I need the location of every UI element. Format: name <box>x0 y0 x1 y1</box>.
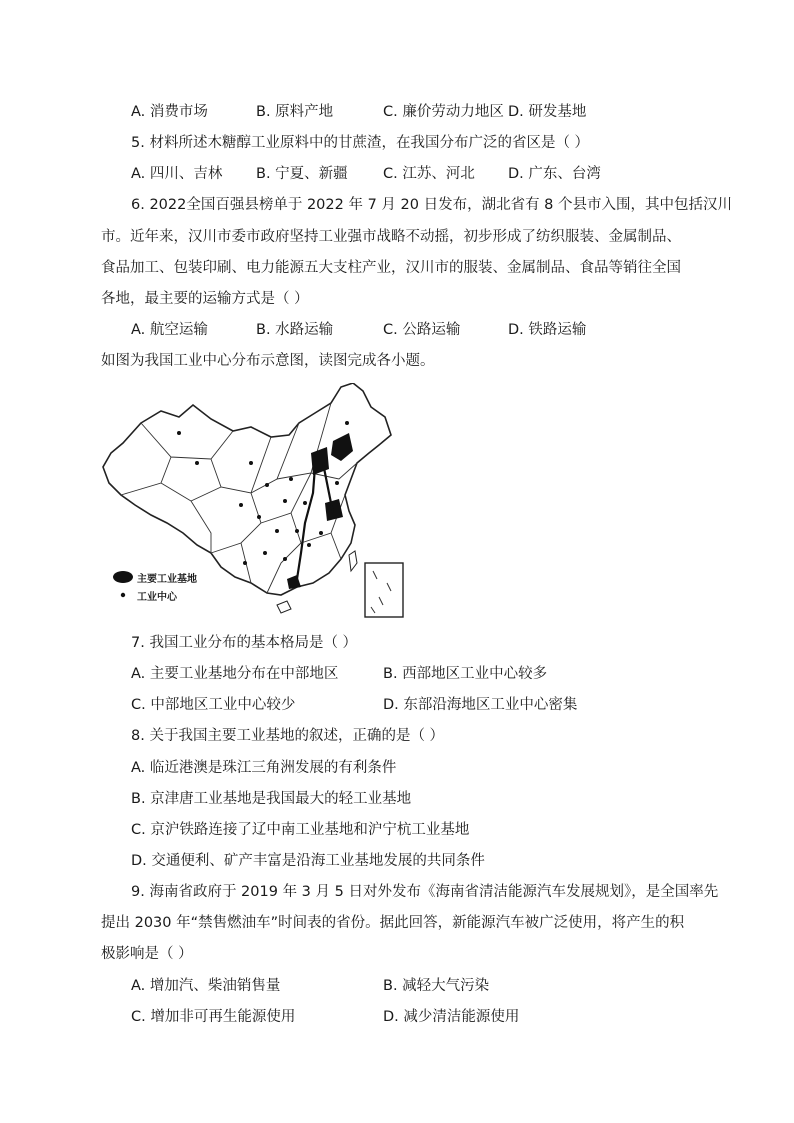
south-china-sea-inset <box>365 563 403 617</box>
q6-option-a: A. 航空运输 <box>131 322 208 338</box>
q4-option-b: B. 原料产地 <box>256 104 334 120</box>
legend-center-symbol <box>121 593 125 597</box>
q4-option-c: C. 廉价劳动力地区 <box>383 104 504 120</box>
q8-stem: 8. 关于我国主要工业基地的叙述，正确的是（ ） <box>131 728 445 744</box>
taiwan-island <box>349 551 357 571</box>
q9-stem-line-1: 9. 海南省政府于 2019 年 3 月 5 日对外发布《海南省清洁能源汽车发展规划》，是全国率先 <box>131 884 719 900</box>
q4-option-a: A. 消费市场 <box>131 104 208 120</box>
china-industry-map <box>101 383 411 623</box>
legend-center-label: 工业中心 <box>137 592 177 603</box>
q7-option-c: C. 中部地区工业中心较少 <box>131 697 296 713</box>
hainan-island <box>277 601 291 613</box>
legend-base-label: 主要工业基地 <box>137 574 197 585</box>
q6-stem-line-1: 6. 2022全国百强县榜单于 2022 年 7 月 20 日发布，湖北省有 8 个县市入围，其中包括汉川 <box>131 197 733 213</box>
map-svg <box>101 383 411 623</box>
q7-option-a: A. 主要工业基地分布在中部地区 <box>131 666 339 682</box>
q5-option-a: A. 四川、吉林 <box>131 166 223 182</box>
q5-option-d: D. 广东、台湾 <box>508 166 601 182</box>
q5-option-b: B. 宁夏、新疆 <box>256 166 348 182</box>
q8-option-b: B. 京津唐工业基地是我国最大的轻工业基地 <box>131 791 412 807</box>
q7-option-b: B. 西部地区工业中心较多 <box>383 666 548 682</box>
q9-stem-line-3: 极影响是（ ） <box>101 946 193 962</box>
q5-stem: 5. 材料所述木糖醇工业原料中的甘蔗渣，在我国分布广泛的省区是（ ） <box>131 135 590 151</box>
country-outline <box>103 383 391 595</box>
q6-option-c: C. 公路运输 <box>383 322 461 338</box>
q6-stem-line-4: 各地，最主要的运输方式是（ ） <box>101 291 309 307</box>
q9-option-b: B. 减轻大气污染 <box>383 978 490 994</box>
map-intro-text: 如图为我国工业中心分布示意图，读图完成各小题。 <box>101 353 435 369</box>
q9-option-c: C. 增加非可再生能源使用 <box>131 1009 296 1025</box>
legend-base-symbol <box>113 571 133 583</box>
q7-option-d: D. 东部沿海地区工业中心密集 <box>383 697 578 713</box>
q9-stem-line-2: 提出 2030 年“禁售燃油车”时间表的省份。据此回答，新能源汽车被广泛使用，将产生的积 <box>101 915 685 931</box>
q6-stem-line-3: 食品加工、包装印刷、电力能源五大支柱产业，汉川市的服装、金属制品、食品等销往全国 <box>101 260 681 276</box>
q8-option-a: A. 临近港澳是珠江三角洲发展的有利条件 <box>131 760 397 776</box>
q6-stem-line-2: 市。近年来，汉川市委市政府坚持工业强市战略不动摇，初步形成了纺织服装、金属制品、 <box>101 229 681 245</box>
q8-option-d: D. 交通便利、矿产丰富是沿海工业基地发展的共同条件 <box>131 853 485 869</box>
q6-option-d: D. 铁路运输 <box>508 322 587 338</box>
q9-option-d: D. 减少清洁能源使用 <box>383 1009 520 1025</box>
q9-option-a: A. 增加汽、柴油销售量 <box>131 978 281 994</box>
q4-option-d: D. 研发基地 <box>508 104 587 120</box>
q7-stem: 7. 我国工业分布的基本格局是（ ） <box>131 635 358 651</box>
q6-option-b: B. 水路运输 <box>256 322 334 338</box>
q8-option-c: C. 京沪铁路连接了辽中南工业基地和沪宁杭工业基地 <box>131 822 470 838</box>
q5-option-c: C. 江苏、河北 <box>383 166 475 182</box>
